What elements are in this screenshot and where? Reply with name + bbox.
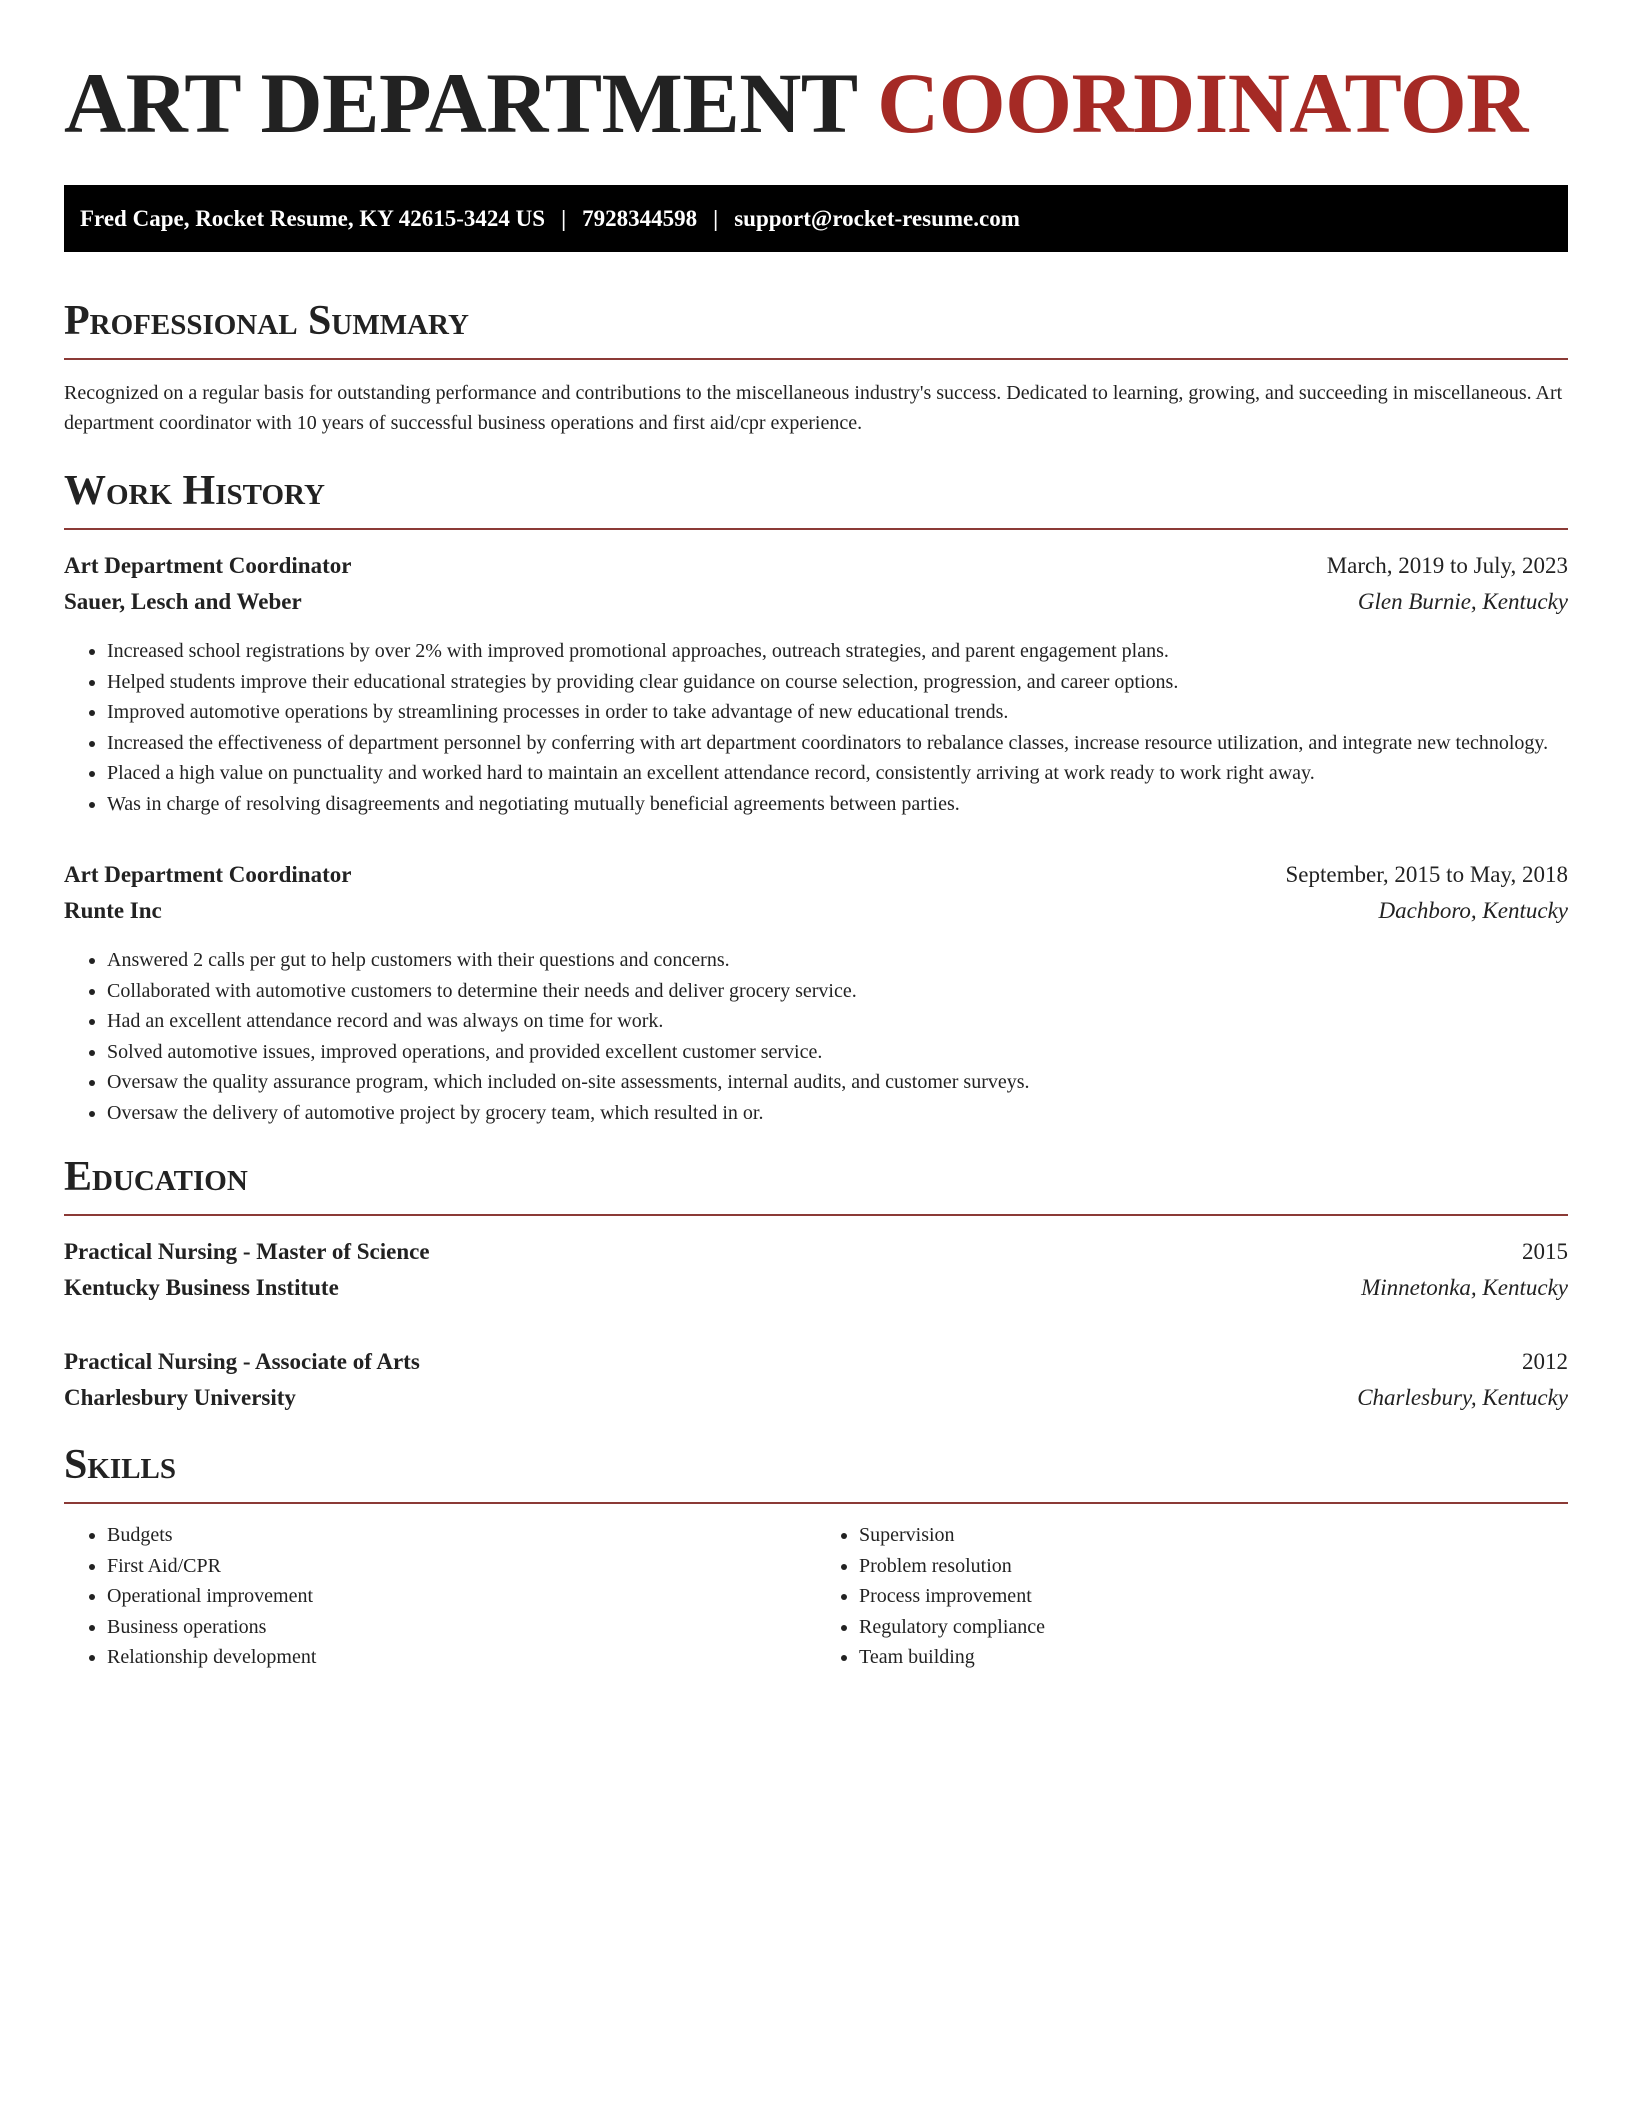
job-header-row xyxy=(64,548,1568,584)
list-item: • Placed a high value on punctuality and worked hard to maintain an excellent attendance record, consistently arriving at work ready to work right away. xyxy=(107,758,1568,789)
job-entry xyxy=(64,857,1568,1128)
title-part-1: ART DEPARTMENT xyxy=(64,55,857,151)
education-degree-row xyxy=(64,1234,1568,1270)
job-bullets xyxy=(64,945,1568,1128)
skill-item: • Process improvement xyxy=(859,1581,1568,1612)
education-entry xyxy=(64,1234,1568,1306)
job-company: Runte Inc xyxy=(64,898,162,923)
skill-item: • Problem resolution xyxy=(859,1551,1568,1582)
job-dates: March, 2019 to July, 2023 xyxy=(1326,553,1568,578)
education-school: Charlesbury University xyxy=(64,1385,296,1410)
summary-heading: Professional Summary xyxy=(64,296,1568,360)
skill-item: • Business operations xyxy=(107,1612,816,1643)
education-school-row xyxy=(64,1270,1568,1306)
skill-item: • Budgets xyxy=(107,1520,816,1551)
education-degree: Practical Nursing - Associate of Arts xyxy=(64,1349,420,1374)
list-item: • Was in charge of resolving disagreements and negotiating mutually beneficial agreements between parties. xyxy=(107,789,1568,820)
list-item: • Oversaw the quality assurance program, which included on-site assessments, internal audits, and customer surveys. xyxy=(107,1067,1568,1098)
skills-heading: Skills xyxy=(64,1440,1568,1504)
contact-address: Fred Cape, Rocket Resume, KY 42615-3424 US xyxy=(80,205,546,231)
education-degree-row xyxy=(64,1344,1568,1380)
skill-item: • Relationship development xyxy=(107,1642,816,1673)
education-location: Charlesbury, Kentucky xyxy=(1357,1385,1568,1410)
list-item: • Increased the effectiveness of department personnel by conferring with art department coordinators to rebalance classes, increase resource utilization, and integrate new technology. xyxy=(107,728,1568,759)
education-school-row xyxy=(64,1380,1568,1416)
list-item: • Increased school registrations by over 2% with improved promotional approaches, outreach strategies, and parent engagement plans. xyxy=(107,636,1568,667)
contact-separator: | xyxy=(713,205,719,231)
skill-item: • Team building xyxy=(859,1642,1568,1673)
education-heading: Education xyxy=(64,1152,1568,1216)
contact-bar xyxy=(64,185,1568,252)
skill-item: • Supervision xyxy=(859,1520,1568,1551)
skill-item: • Operational improvement xyxy=(107,1581,816,1612)
job-location: Dachboro, Kentucky xyxy=(1378,898,1568,923)
job-dates: September, 2015 to May, 2018 xyxy=(1285,862,1568,887)
list-item: • Improved automotive operations by streamlining processes in order to take advantage of new educational trends. xyxy=(107,697,1568,728)
contact-email: support@rocket-resume.com xyxy=(734,205,1020,231)
list-item: • Solved automotive issues, improved operations, and provided excellent customer service. xyxy=(107,1037,1568,1068)
summary-text: Recognized on a regular basis for outstanding performance and contributions to the miscellaneous industry's success. Dedicated to learning, growing, and succeeding in miscellaneous. Art department coordinator with 10 years of successful business operations and first aid/cpr experience. xyxy=(64,382,1563,434)
education-school: Kentucky Business Institute xyxy=(64,1275,339,1300)
education-degree: Practical Nursing - Master of Science xyxy=(64,1239,430,1264)
education-entry xyxy=(64,1344,1568,1416)
education-year: 2015 xyxy=(1522,1239,1568,1264)
job-bullets xyxy=(64,636,1568,819)
job-entry xyxy=(64,548,1568,819)
job-company: Sauer, Lesch and Weber xyxy=(64,589,302,614)
list-item: • Collaborated with automotive customers to determine their needs and deliver grocery service. xyxy=(107,976,1568,1007)
work-history-heading: Work History xyxy=(64,466,1568,530)
skills-grid xyxy=(64,1520,1568,1673)
job-company-row xyxy=(64,584,1568,620)
title-part-2: COORDINATOR xyxy=(877,55,1528,151)
job-company-row xyxy=(64,893,1568,929)
list-item: • Answered 2 calls per gut to help customers with their questions and concerns. xyxy=(107,945,1568,976)
list-item: • Oversaw the delivery of automotive project by grocery team, which resulted in or. xyxy=(107,1098,1568,1129)
education-location: Minnetonka, Kentucky xyxy=(1361,1275,1568,1300)
job-title: Art Department Coordinator xyxy=(64,862,352,887)
job-location: Glen Burnie, Kentucky xyxy=(1357,589,1568,614)
skill-item: • Regulatory compliance xyxy=(859,1612,1568,1643)
job-title: Art Department Coordinator xyxy=(64,553,352,578)
skills-list-right xyxy=(816,1520,1568,1673)
page-title xyxy=(64,48,1568,158)
skill-item: • First Aid/CPR xyxy=(107,1551,816,1582)
contact-separator: | xyxy=(561,205,567,231)
skills-list-left xyxy=(64,1520,816,1673)
job-header-row xyxy=(64,857,1568,893)
education-year: 2012 xyxy=(1522,1349,1568,1374)
list-item: • Helped students improve their educational strategies by providing clear guidance on course selection, progression, and career options. xyxy=(107,667,1568,698)
contact-phone: 7928344598 xyxy=(582,205,698,231)
list-item: • Had an excellent attendance record and was always on time for work. xyxy=(107,1006,1568,1037)
